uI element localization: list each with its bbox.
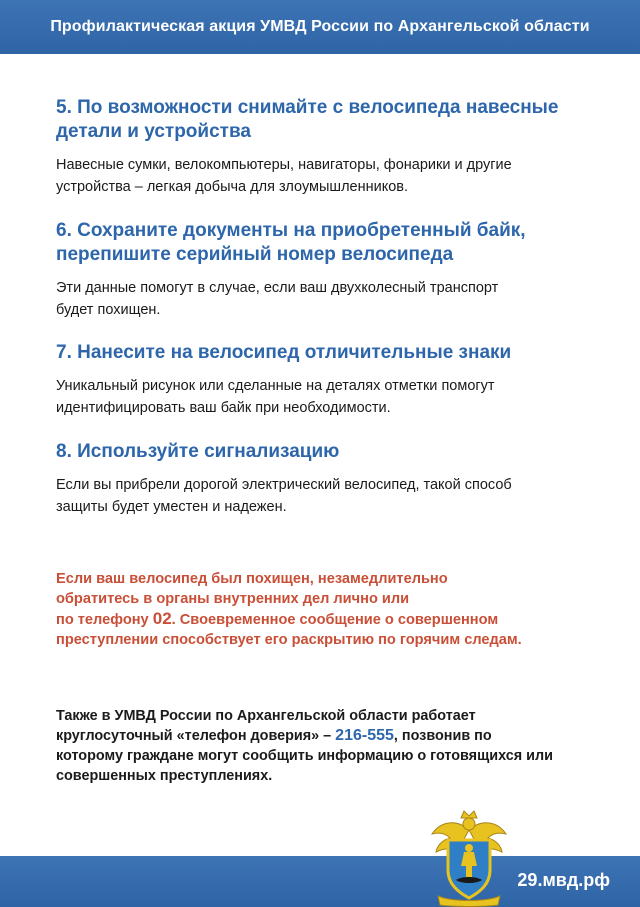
- trust-phone[interactable]: 216-555: [335, 727, 394, 744]
- tip-heading: 7. Нанесите на велосипед отличительные знаки: [56, 342, 512, 363]
- trust-line-info: Также в УМВД России по Архангельской области работает круглосуточный «телефон доверия» – 216-555, позвонив по которому граждане могут сообщить информацию о готовящихся или совершенных преступлениях.: [56, 708, 553, 784]
- mvd-emblem-icon: [428, 808, 510, 907]
- header-bar: [0, 0, 640, 54]
- tip-heading: 6. Сохраните документы на приобретенный байк, перепишите серийный номер велосипеда: [56, 220, 526, 265]
- tip-text: Если вы прибрели дорогой электрический велосипед, такой способ защиты будет уместен и надежен.: [56, 477, 512, 515]
- tip-text: Уникальный рисунок или сделанные на деталях отметки помогут идентифицировать ваш байк при необходимости.: [56, 378, 495, 416]
- site-link[interactable]: 29.мвд.рф: [517, 870, 610, 890]
- tip-heading: 8. Используйте сигнализацию: [56, 441, 340, 462]
- tip-text: Навесные сумки, велокомпьютеры, навигаторы, фонарики и другие устройства – легкая добыча для злоумышленников.: [56, 157, 512, 195]
- tip-heading: 5. По возможности снимайте с велосипеда навесные детали и устройства: [56, 97, 559, 142]
- tip-section-6: [56, 219, 596, 321]
- tip-section-7: [56, 341, 596, 419]
- emergency-phone[interactable]: 02: [152, 609, 172, 628]
- tip-section-5: [56, 96, 596, 198]
- theft-alert: Если ваш велосипед был похищен, незамедлительно обратитесь в органы внутренних дел лично или по телефону 02. Своевременное сообщение о совершенном преступлении способствует его раскрытию по горячим следам.: [56, 571, 522, 648]
- tip-text: Эти данные помогут в случае, если ваш двухколесный транспорт будет похищен.: [56, 280, 499, 318]
- tip-section-8: [56, 440, 596, 518]
- header-title: Профилактическая акция УМВД России по Архангельской области: [50, 18, 590, 35]
